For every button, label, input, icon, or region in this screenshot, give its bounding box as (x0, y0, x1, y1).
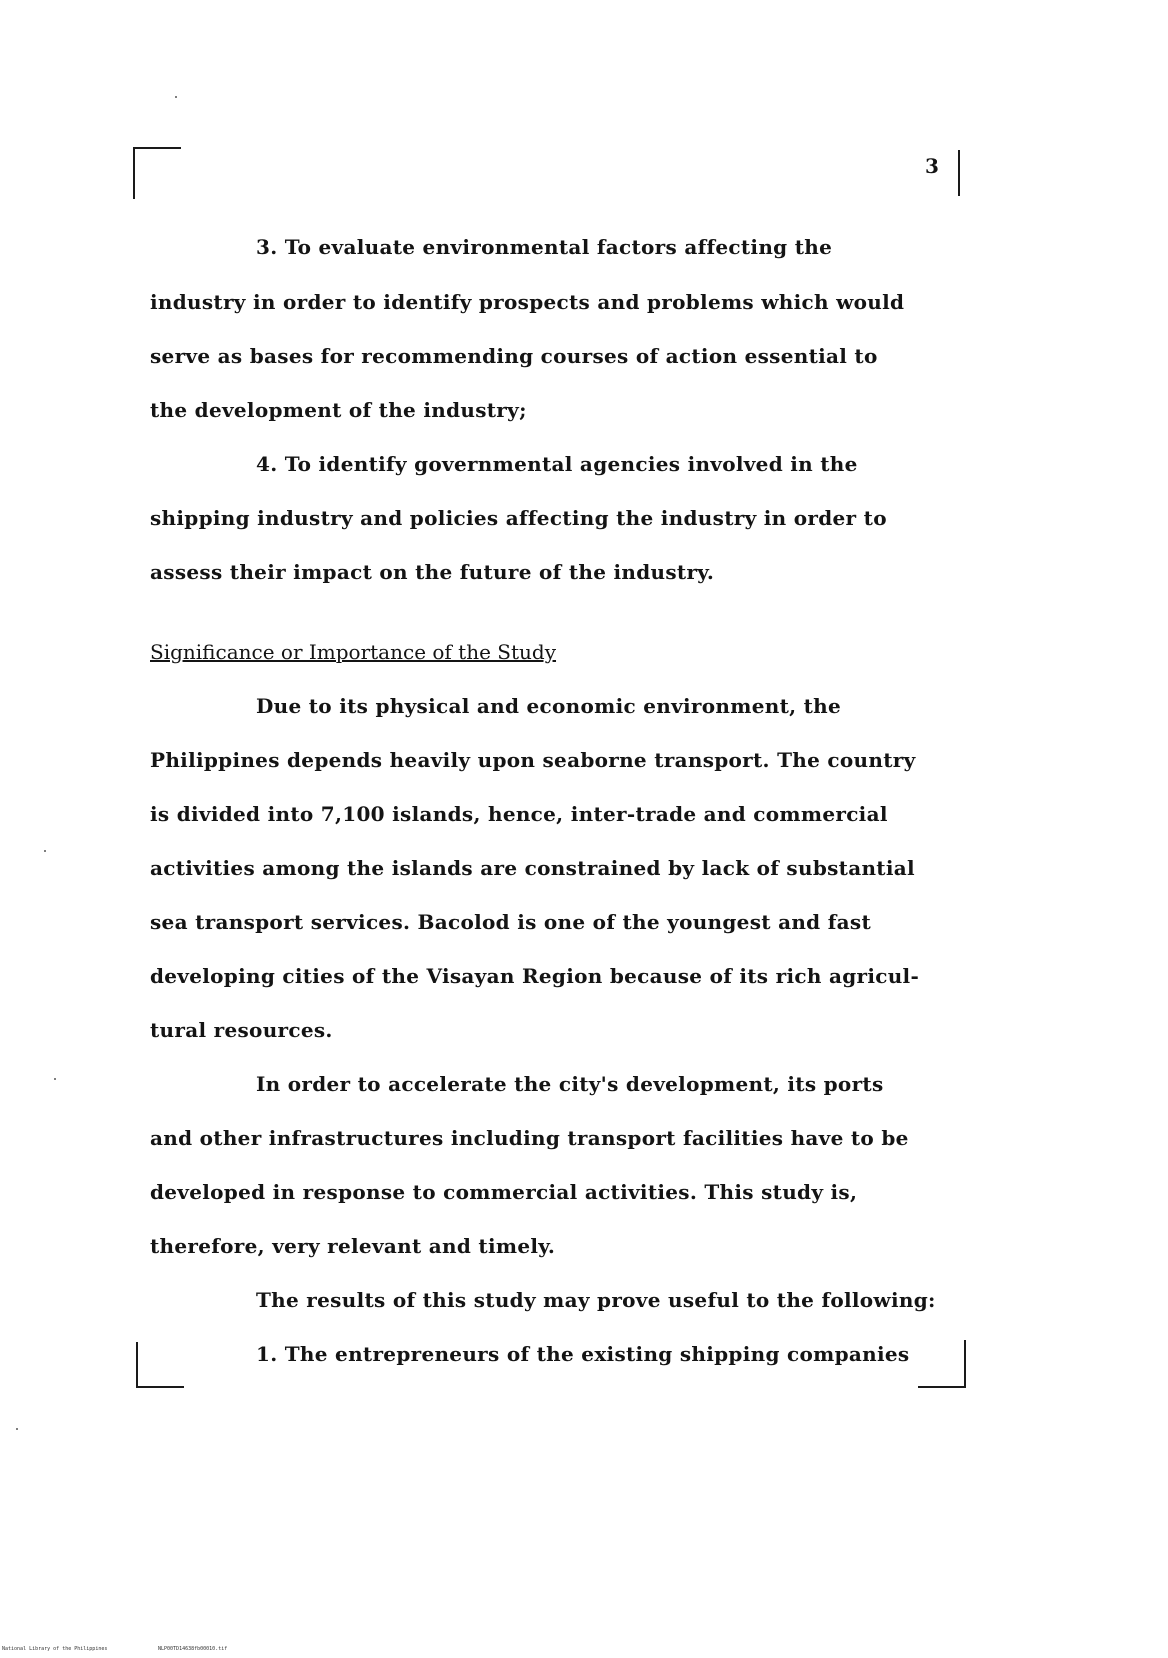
paragraph-2-line-2: and other infrastructures including transport facilities have to be (150, 1126, 909, 1150)
paragraph-1-line-6: developing cities of the Visayan Region because of its rich agricul- (150, 964, 920, 988)
paragraph-2-line-3: developed in response to commercial activities. This study is, (150, 1180, 858, 1204)
paragraph-3-line-1: The results of this study may prove useful to the following: (256, 1288, 936, 1312)
paragraph-1-line-4: activities among the islands are constrained by lack of substantial (150, 856, 915, 880)
objective-3-line-2: industry in order to identify prospects and problems which would (150, 290, 905, 314)
paragraph-2-line-4: therefore, very relevant and timely. (150, 1234, 556, 1258)
section-heading: Significance or Importance of the Study (150, 640, 557, 664)
crop-mark-top-left (133, 147, 181, 199)
scan-speck (44, 850, 46, 852)
scan-speck (175, 96, 177, 98)
scan-speck (54, 1078, 56, 1080)
objective-4-line-2: shipping industry and policies affecting the industry in order to (150, 506, 887, 530)
paragraph-1-line-2: Philippines depends heavily upon seaborne transport. The country (150, 748, 916, 772)
paragraph-1-line-7: tural resources. (150, 1018, 333, 1042)
scan-speck (16, 1428, 18, 1430)
objective-3-line-4: the development of the industry; (150, 398, 527, 422)
list-item-1: 1. The entrepreneurs of the existing shipping companies (256, 1342, 910, 1366)
objective-3-line-3: serve as bases for recommending courses of action essential to (150, 344, 878, 368)
crop-mark-bottom-left (136, 1342, 184, 1388)
paragraph-1-line-1: Due to its physical and economic environment, the (256, 694, 842, 718)
footer-file-id: NLP00TD14638fb00010.tif (158, 1646, 228, 1652)
crop-mark-bottom-right (918, 1340, 966, 1388)
paragraph-1-line-3: is divided into 7,100 islands, hence, inter-trade and commercial (150, 802, 888, 826)
paragraph-1-line-5: sea transport services. Bacolod is one of the youngest and fast (150, 910, 871, 934)
footer-library-name: National Library of the Philippines (2, 1646, 108, 1652)
objective-3-line-1: 3. To evaluate environmental factors affecting the (256, 235, 833, 259)
paragraph-2-line-1: In order to accelerate the city's development, its ports (256, 1072, 884, 1096)
page-number: 3 (925, 154, 939, 178)
objective-4-line-1: 4. To identify governmental agencies involved in the (256, 452, 858, 476)
objective-4-line-3: assess their impact on the future of the industry. (150, 560, 715, 584)
